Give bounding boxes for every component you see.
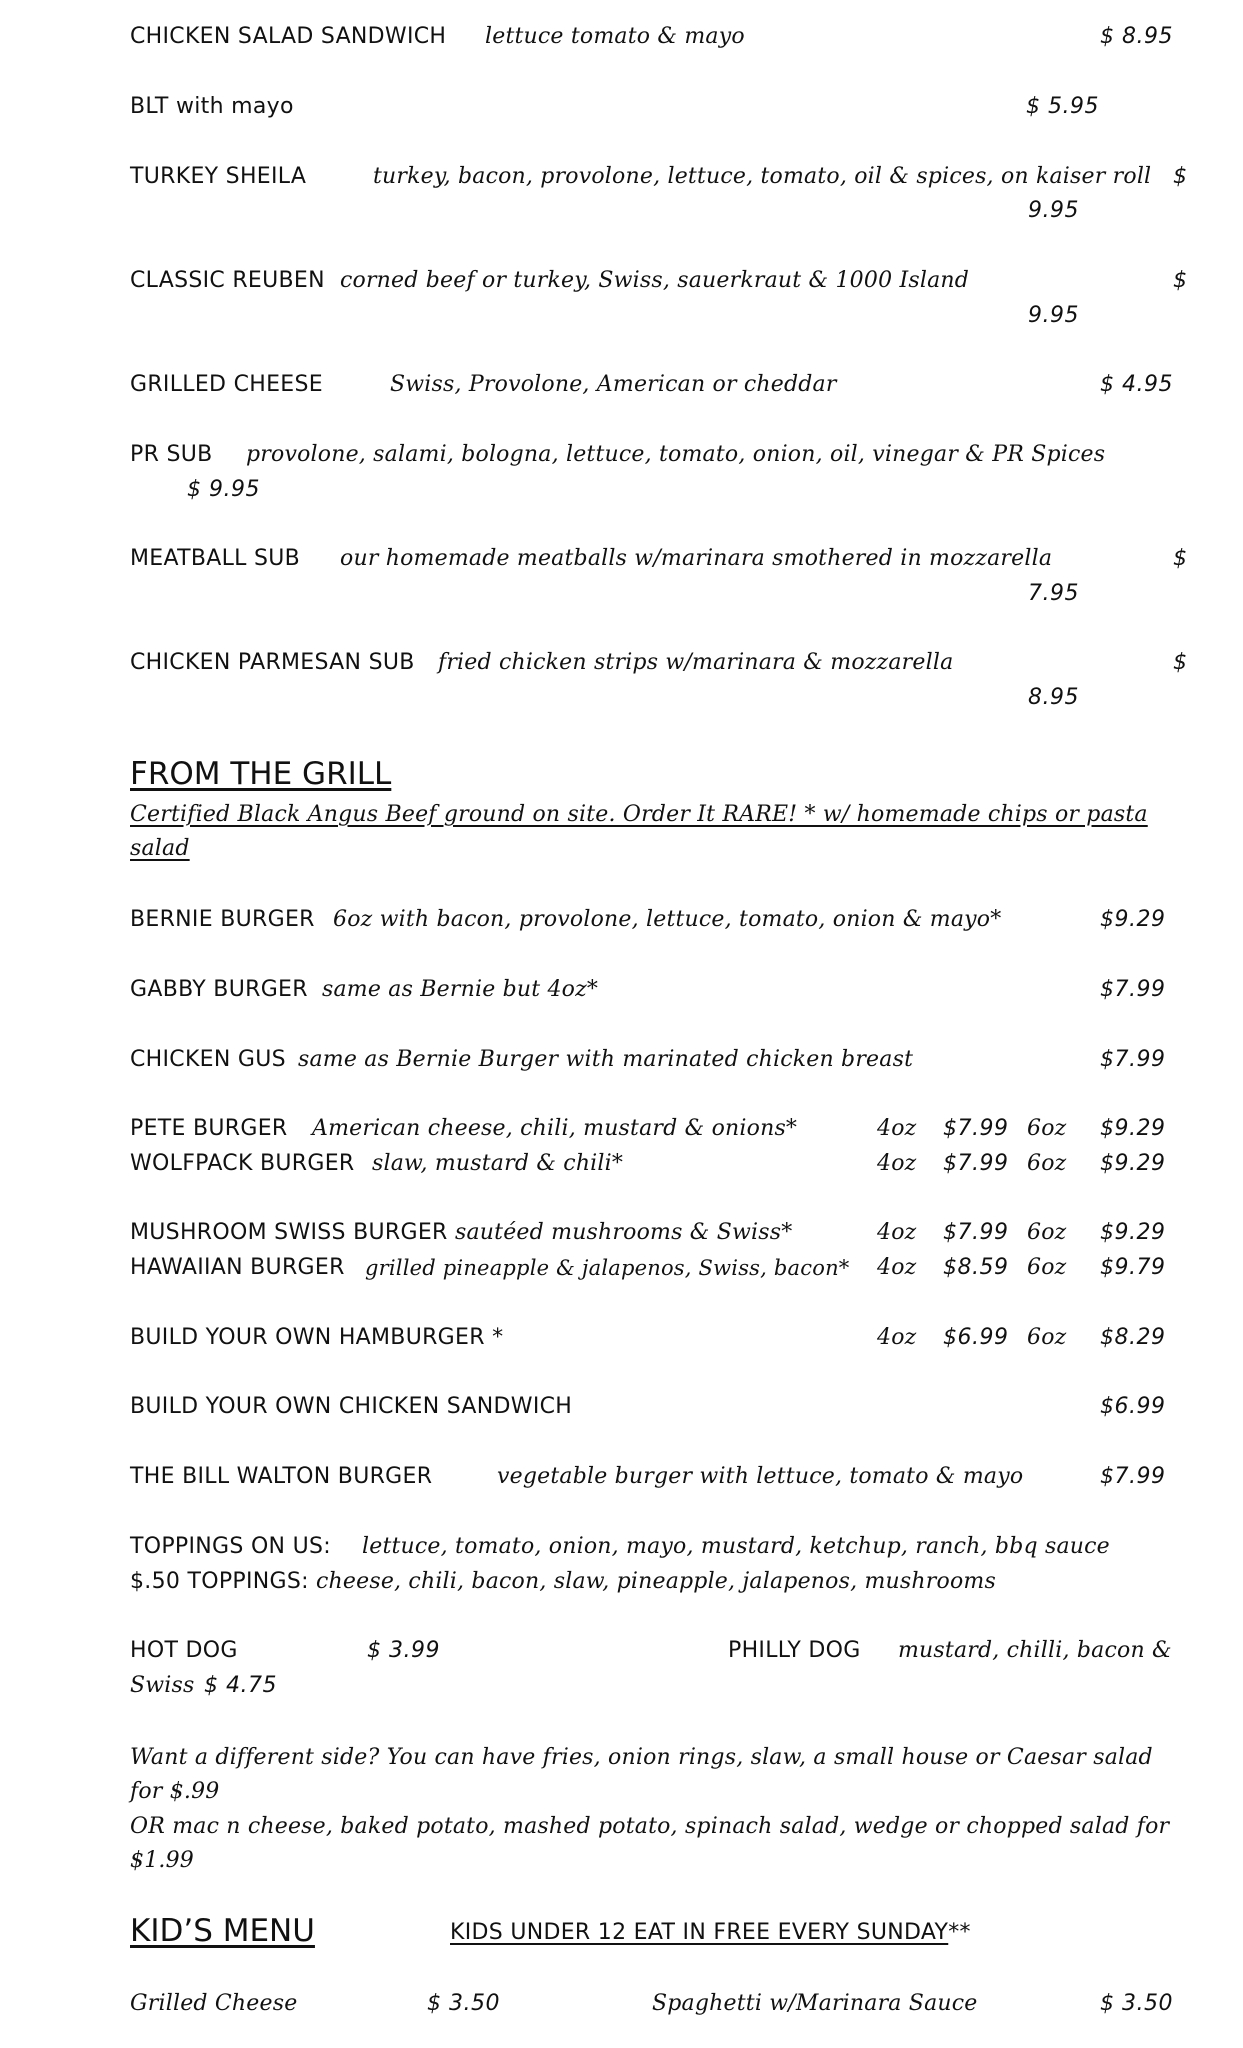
- pete-price-small: $7.99: [943, 1116, 1009, 1141]
- kids-item-spaghetti-price: $ 3.50: [1100, 1991, 1173, 2016]
- pete-name: PETE BURGER: [130, 1116, 288, 1141]
- hot-dog-name: HOT DOG: [130, 1638, 238, 1663]
- mushroom-price-small: $7.99: [943, 1220, 1009, 1245]
- mushroom-price-large: $9.29: [1100, 1220, 1166, 1245]
- byo-burger-size-small: 4oz: [877, 1325, 917, 1350]
- bernie-name: BERNIE BURGER: [130, 907, 315, 932]
- mushroom-name: MUSHROOM SWISS BURGER: [130, 1220, 448, 1245]
- chicken-salad-name: CHICKEN SALAD SANDWICH: [130, 24, 447, 49]
- turkey-sheila-desc: turkey, bacon, provolone, lettuce, tomato, oil & spices, on kaiser roll: [373, 164, 1152, 189]
- philly-dog-desc-cont: Swiss: [130, 1673, 195, 1698]
- gabby-desc: same as Bernie but 4oz*: [322, 977, 599, 1002]
- hawaiian-price-small: $8.59: [943, 1255, 1009, 1280]
- grilled-cheese-desc: Swiss, Provolone, American or cheddar: [390, 372, 837, 397]
- sides-option-one: Want a different side? You can have fries, onion rings, slaw, a small house or Caesar salad for $.99: [130, 1745, 1153, 1804]
- kids-item-grilled-cheese-price: $ 3.50: [427, 1991, 500, 2016]
- byo-burger-price-small: $6.99: [943, 1325, 1009, 1350]
- byo-burger-price-large: $8.29: [1100, 1325, 1166, 1350]
- chicken-parm-name: CHICKEN PARMESAN SUB: [130, 650, 415, 675]
- turkey-sheila-price-symbol: $: [1173, 164, 1188, 189]
- kids-promo-suffix: **: [948, 1920, 971, 1945]
- pr-sub-price: $ 9.95: [187, 477, 260, 502]
- hawaiian-name: HAWAIIAN BURGER: [130, 1255, 345, 1280]
- meatball-sub-name: MEATBALL SUB: [130, 546, 301, 571]
- mushroom-size-small: 4oz: [877, 1220, 917, 1245]
- chicken-parm-price-symbol: $: [1173, 650, 1188, 675]
- toppings-paid-label: $.50 TOPPINGS:: [130, 1569, 309, 1594]
- chicken-gus-desc: same as Bernie Burger with marinated chicken breast: [298, 1047, 914, 1072]
- hot-dog-price: $ 3.99: [367, 1638, 440, 1663]
- philly-dog-price: $ 4.75: [204, 1673, 277, 1698]
- wolfpack-desc: slaw, mustard & chili*: [372, 1151, 624, 1176]
- meatball-sub-desc: our homemade meatballs w/marinara smothered in mozzarella: [340, 546, 1053, 571]
- bernie-price: $9.29: [1100, 907, 1166, 932]
- kids-promo: [428, 1918, 971, 1948]
- chicken-salad-desc: lettuce tomato & mayo: [485, 24, 745, 49]
- grilled-cheese-name: GRILLED CHEESE: [130, 372, 323, 397]
- hawaiian-size-large: 6oz: [1027, 1255, 1067, 1280]
- reuben-name: CLASSIC REUBEN: [130, 268, 325, 293]
- toppings-paid-list: cheese, chili, bacon, slaw, pineapple, jalapenos, mushrooms: [316, 1569, 996, 1594]
- chicken-parm-desc: fried chicken strips w/marinara & mozzarella: [438, 650, 954, 675]
- philly-dog-name: PHILLY DOG: [728, 1638, 861, 1663]
- blt-name: BLT with mayo: [130, 94, 294, 119]
- wolfpack-price-small: $7.99: [943, 1151, 1009, 1176]
- pete-size-large: 6oz: [1027, 1116, 1067, 1141]
- grilled-cheese-price: $ 4.95: [1100, 372, 1173, 397]
- toppings-free-label: TOPPINGS ON US:: [130, 1534, 331, 1559]
- wolfpack-size-large: 6oz: [1027, 1151, 1067, 1176]
- reuben-price-symbol: $: [1173, 268, 1188, 293]
- toppings-free-list: lettuce, tomato, onion, mayo, mustard, ketchup, ranch, bbq sauce: [362, 1534, 1110, 1559]
- sides-option-two: OR mac n cheese, baked potato, mashed potato, spinach salad, wedge or chopped salad for $1.99: [130, 1814, 1170, 1873]
- chicken-salad-price: $ 8.95: [1100, 24, 1173, 49]
- meatball-sub-price-symbol: $: [1173, 546, 1188, 571]
- meatball-sub-price: 7.95: [1028, 581, 1079, 606]
- grill-heading: FROM THE GRILL: [130, 756, 392, 792]
- blt-price: $ 5.95: [1026, 94, 1099, 119]
- mushroom-desc: sautéed mushrooms & Swiss*: [455, 1220, 793, 1245]
- pr-sub-name: PR SUB: [130, 442, 213, 467]
- hawaiian-price-large: $9.79: [1100, 1255, 1166, 1280]
- pete-desc: American cheese, chili, mustard & onions*: [312, 1116, 798, 1141]
- reuben-price: 9.95: [1028, 303, 1079, 328]
- walton-price: $7.99: [1100, 1464, 1166, 1489]
- hawaiian-desc: grilled pineapple & jalapenos, Swiss, bacon*: [365, 1256, 850, 1280]
- gabby-price: $7.99: [1100, 977, 1166, 1002]
- wolfpack-price-large: $9.29: [1100, 1151, 1166, 1176]
- kids-item-spaghetti: Spaghetti w/Marinara Sauce: [652, 1991, 978, 2016]
- hawaiian-size-small: 4oz: [877, 1255, 917, 1280]
- gabby-name: GABBY BURGER: [130, 977, 308, 1002]
- byo-burger-name: BUILD YOUR OWN HAMBURGER *: [130, 1325, 504, 1350]
- chicken-gus-name: CHICKEN GUS: [130, 1047, 286, 1072]
- kids-item-grilled-cheese: Grilled Cheese: [130, 1991, 298, 2016]
- reuben-desc: corned beef or turkey, Swiss, sauerkraut & 1000 Island: [340, 268, 970, 293]
- byo-burger-size-large: 6oz: [1027, 1325, 1067, 1350]
- pete-size-small: 4oz: [877, 1116, 917, 1141]
- walton-name: THE BILL WALTON BURGER: [130, 1464, 433, 1489]
- walton-desc: vegetable burger with lettuce, tomato & mayo: [497, 1464, 1024, 1489]
- pete-price-large: $9.29: [1100, 1116, 1166, 1141]
- turkey-sheila-price: 9.95: [1028, 198, 1079, 223]
- mushroom-size-large: 6oz: [1027, 1220, 1067, 1245]
- pr-sub-desc: provolone, salami, bologna, lettuce, tomato, onion, oil, vinegar & PR Spices: [246, 442, 1106, 467]
- chicken-parm-price: 8.95: [1028, 685, 1079, 710]
- kids-promo-text: KIDS UNDER 12 EAT IN FREE EVERY SUNDAY: [450, 1920, 949, 1945]
- turkey-sheila-name: TURKEY SHEILA: [130, 164, 307, 189]
- byo-chicken-name: BUILD YOUR OWN CHICKEN SANDWICH: [130, 1394, 573, 1419]
- philly-dog-desc: mustard, chilli, bacon &: [898, 1638, 1172, 1663]
- wolfpack-size-small: 4oz: [877, 1151, 917, 1176]
- grill-subtitle: Certified Black Angus Beef ground on site. Order It RARE! * w/ homemade chips or pasta salad: [130, 802, 1148, 861]
- kids-heading: KID’S MENU: [130, 1913, 315, 1949]
- chicken-gus-price: $7.99: [1100, 1047, 1166, 1072]
- bernie-desc: 6oz with bacon, provolone, lettuce, tomato, onion & mayo*: [333, 907, 1002, 932]
- wolfpack-name: WOLFPACK BURGER: [130, 1151, 355, 1176]
- byo-chicken-price: $6.99: [1100, 1394, 1166, 1419]
